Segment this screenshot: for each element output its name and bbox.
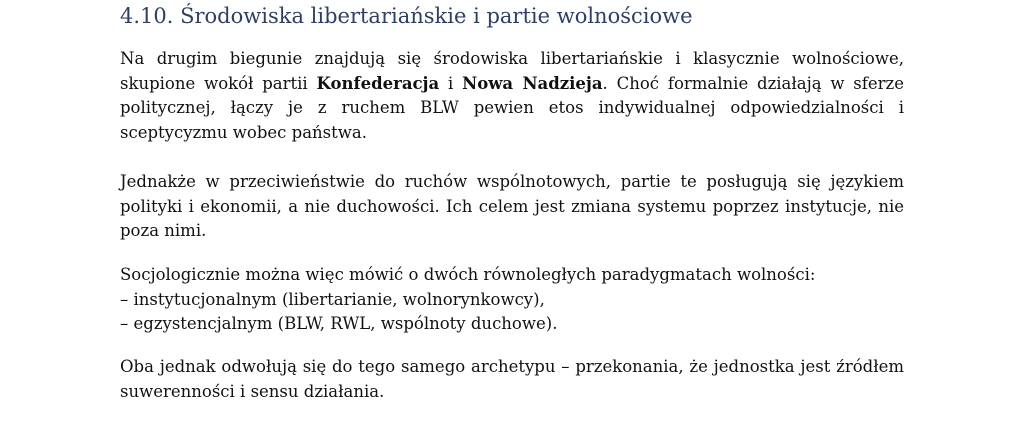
paragraph-text: . Choć formalnie działają w sferze politycznej, łączy je z ruchem BLW pewien etos indywidualnej odpowiedzialności i sceptycyzmu wobec państwa. xyxy=(120,73,904,142)
paragraph-libertarian-circles xyxy=(120,47,904,145)
paragraph-archetype: Oba jednak odwołują się do tego samego archetypu – przekonania, że jednostka jest źródłem suwerenności i sensu działania. xyxy=(120,357,904,401)
section-heading: 4.10. Środowiska libertariańskie i partie wolnościowe xyxy=(120,4,693,28)
paragraph-text: i xyxy=(439,73,463,93)
paragraph-political-language: Jednakże w przeciwieństwie do ruchów wspólnotowych, partie te posługują się językiem polityki i ekonomii, a nie duchowości. Ich celem jest zmiana systemu poprzez instytucje, nie poza nimi. xyxy=(120,172,904,240)
paradigm-list-item: – egzystencjalnym (BLW, RWL, wspólnoty duchowe). xyxy=(120,314,558,333)
party-name-nowa-nadzieja: Nowa Nadzieja xyxy=(462,73,603,93)
paradigm-list-item: – instytucjonalnym (libertarianie, wolnorynkowcy), xyxy=(120,289,545,309)
paragraph-text: Na drugim biegunie znajdują się środowiska libertariańskie i klasycznie wolnościowe, skupione wokół partii xyxy=(120,49,904,93)
paragraph-paradigms xyxy=(120,263,904,337)
paradigms-intro: Socjologicznie można więc mówić o dwóch równoległych paradygmatach wolności: xyxy=(120,265,816,284)
party-name-konfederacja: Konfederacja xyxy=(316,73,440,93)
